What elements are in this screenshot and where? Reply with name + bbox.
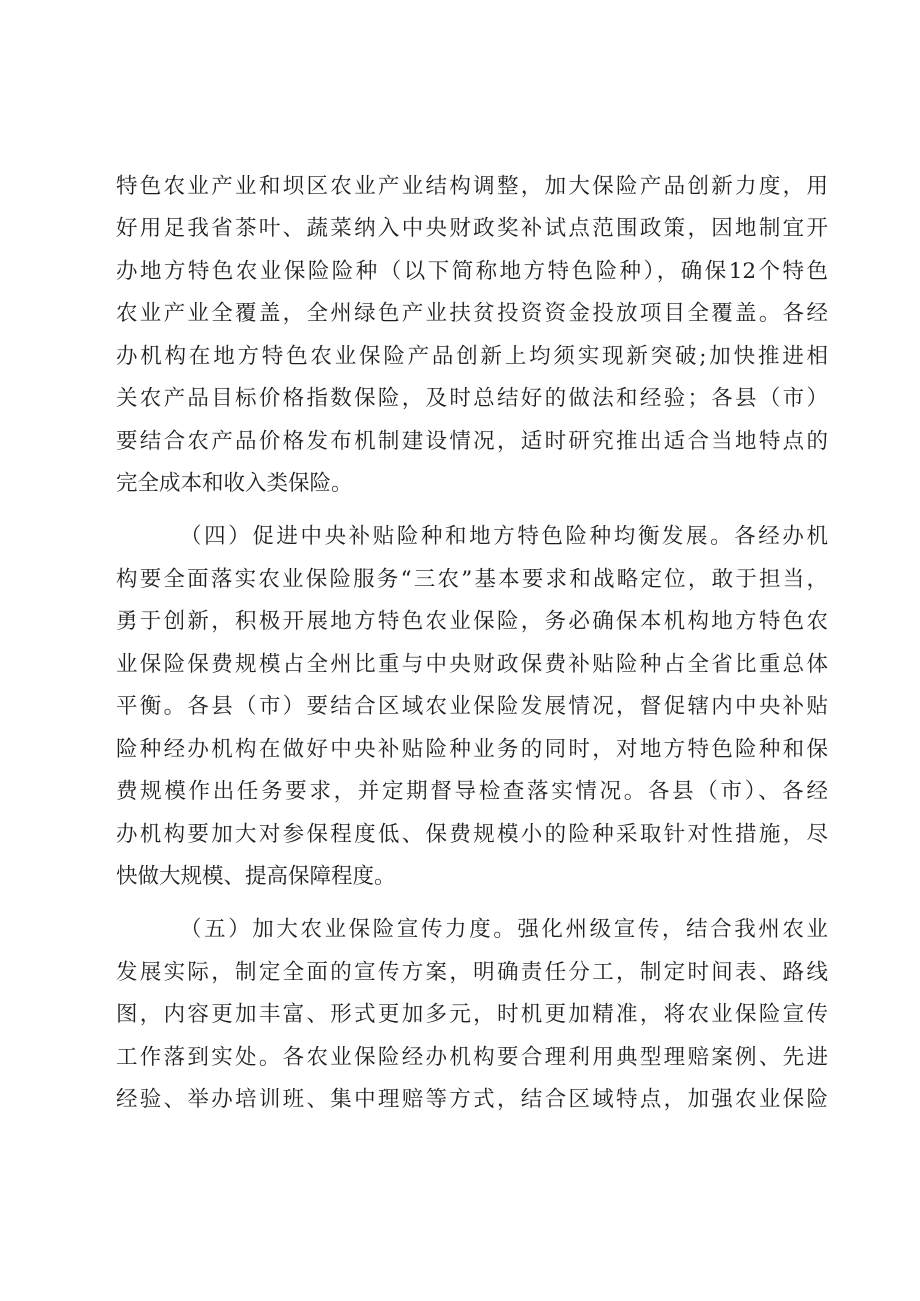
paragraph-line: 关农产品目标价格指数保险，及时总结好的做法和经验；各县（市） xyxy=(116,386,828,411)
paragraph-line: 图，内容更加丰富、形式更加多元，时机更加精准，将农业保险宣传 xyxy=(116,1002,828,1027)
paragraph-line: 办机构在地方特色农业保险产品创新上均须实现新突破;加快推进相 xyxy=(116,344,828,369)
paragraph-line: 业保险保费规模占全州比重与中央财政保费补贴险种占全省比重总体 xyxy=(116,652,828,677)
paragraph-line: 勇于创新，积极开展地方特色农业保险，务必确保本机构地方特色农 xyxy=(116,609,828,634)
paragraph-line: 农业产业全覆盖，全州绿色产业扶贫投资资金投放项目全覆盖。各经 xyxy=(116,301,828,326)
paragraph-line: 快做大规模、提高保障程度。 xyxy=(116,864,396,889)
paragraph-line: 发展实际，制定全面的宣传方案，明确责任分工，制定时间表、路线 xyxy=(116,960,828,985)
paragraph-line: 费规模作出任务要求，并定期督导检查落实情况。各县（市）、各经 xyxy=(116,779,828,804)
paragraph-line: 办地方特色农业保险险种（以下简称地方特色险种），确保12个特色 xyxy=(116,259,828,284)
paragraph-line: 特色农业产业和坝区农业产业结构调整，加大保险产品创新力度，用 xyxy=(116,174,828,199)
paragraph-line: 平衡。各县（市）要结合区域农业保险发展情况，督促辖内中央补贴 xyxy=(116,694,828,719)
paragraph-line: 工作落到实处。各农业保险经办机构要合理利用典型理赔案例、先进 xyxy=(116,1045,828,1070)
paragraph-line: 经验、举办培训班、集中理赔等方式，结合区域特点，加强农业保险 xyxy=(116,1087,828,1112)
paragraph-line: 险种经办机构在做好中央补贴险种业务的同时，对地方特色险种和保 xyxy=(116,737,828,762)
paragraph-line: 完全成本和收入类保险。 xyxy=(116,471,353,496)
paragraph-line: 要结合农产品价格发布机制建设情况，适时研究推出适合当地特点的 xyxy=(116,429,828,454)
section-heading-line: （四）促进中央补贴险种和地方特色险种均衡发展。各经办机 xyxy=(180,524,828,549)
paragraph-line: 好用足我省茶叶、蔬菜纳入中央财政奖补试点范围政策，因地制宜开 xyxy=(116,216,828,241)
paragraph-line: 办机构要加大对参保程度低、保费规模小的险种采取针对性措施，尽 xyxy=(116,822,828,847)
paragraph-line: 构要全面落实农业保险服务“三农”基本要求和战略定位，敢于担当， xyxy=(116,567,828,592)
section-heading-line: （五）加大农业保险宣传力度。强化州级宣传，结合我州农业 xyxy=(180,917,828,942)
